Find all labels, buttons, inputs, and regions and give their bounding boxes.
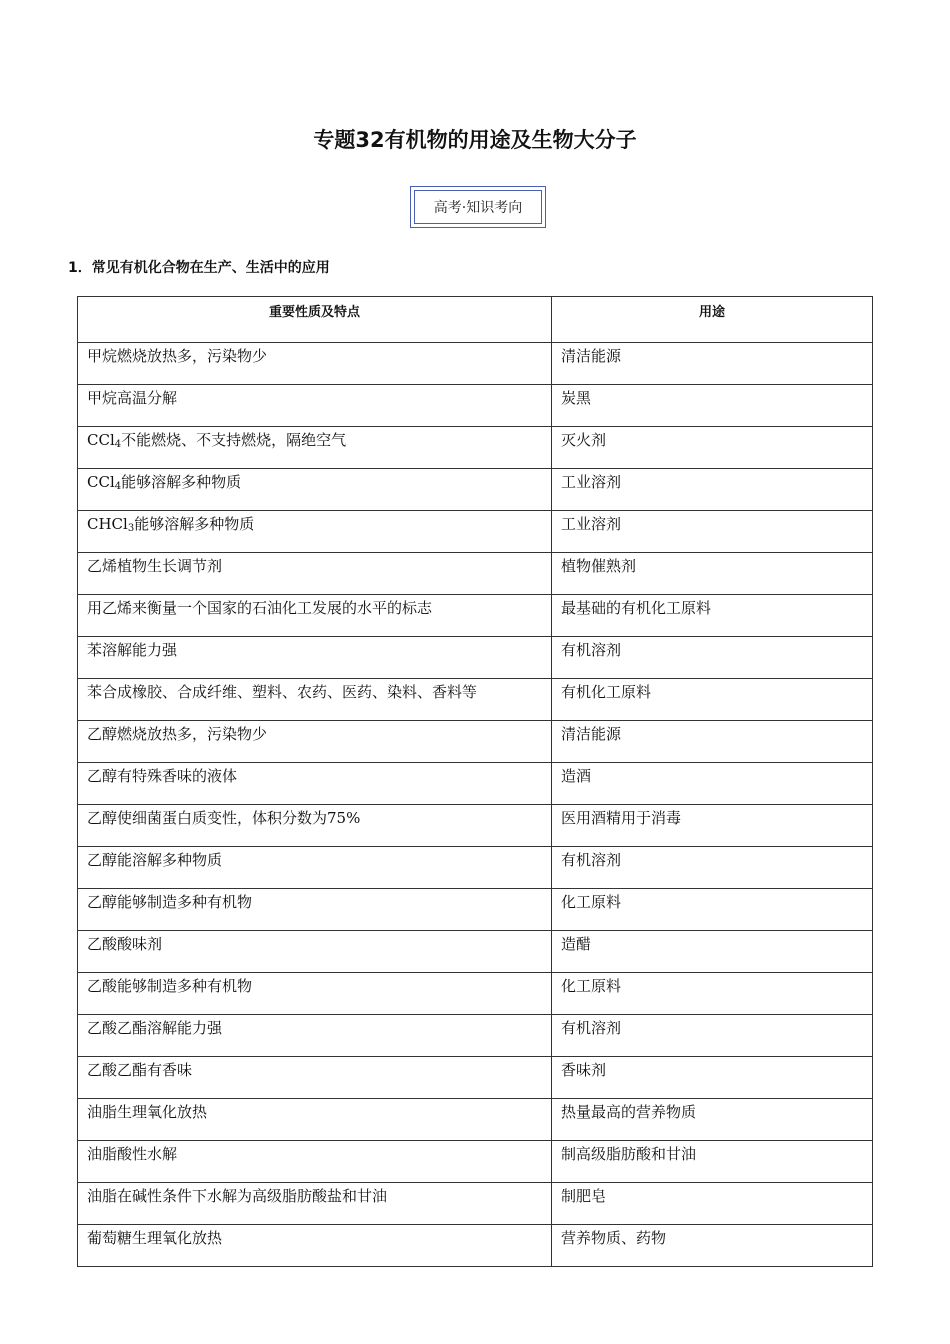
table-body [78, 343, 873, 1267]
table-row [78, 1183, 873, 1225]
table-row [78, 805, 873, 847]
use-cell: 造酒 [552, 763, 873, 805]
formula-text: CHCl [87, 515, 128, 533]
property-cell: 油脂生理氧化放热 [78, 1099, 552, 1141]
use-cell: 工业溶剂 [552, 511, 873, 553]
property-cell [78, 427, 552, 469]
table-row [78, 973, 873, 1015]
table-row [78, 763, 873, 805]
property-cell: 葡萄糖生理氧化放热 [78, 1225, 552, 1267]
property-cell: 甲烷高温分解 [78, 385, 552, 427]
page-title: 专题32有机物的用途及生物大分子 [313, 128, 637, 152]
property-cell: 油脂酸性水解 [78, 1141, 552, 1183]
badge-label: 高考·知识考向 [414, 190, 542, 224]
use-cell: 有机化工原料 [552, 679, 873, 721]
property-cell: 乙烯植物生长调节剂 [78, 553, 552, 595]
table-row [78, 889, 873, 931]
table-row [78, 637, 873, 679]
table-header-row [78, 297, 873, 343]
table-row [78, 847, 873, 889]
use-cell: 医用酒精用于消毒 [552, 805, 873, 847]
property-cell: 苯溶解能力强 [78, 637, 552, 679]
property-cell: 乙醇使细菌蛋白质变性，体积分数为75% [78, 805, 552, 847]
property-cell: 乙酸酸味剂 [78, 931, 552, 973]
property-cell [78, 511, 552, 553]
use-cell: 制高级脂肪酸和甘油 [552, 1141, 873, 1183]
use-cell: 有机溶剂 [552, 1015, 873, 1057]
formula-subscript: 3 [127, 523, 135, 534]
use-cell: 炭黑 [552, 385, 873, 427]
property-cell: 甲烷燃烧放热多，污染物少 [78, 343, 552, 385]
use-cell: 香味剂 [552, 1057, 873, 1099]
use-cell: 化工原料 [552, 889, 873, 931]
uses-table [77, 296, 873, 1267]
property-cell: 苯合成橡胶、合成纤维、塑料、农药、医药、染料、香料等 [78, 679, 552, 721]
property-cell: 乙酸乙酯溶解能力强 [78, 1015, 552, 1057]
use-cell: 清洁能源 [552, 343, 873, 385]
formula-subscript: 4 [114, 439, 122, 450]
property-cell: 用乙烯来衡量一个国家的石油化工发展的水平的标志 [78, 595, 552, 637]
table-row [78, 1015, 873, 1057]
header-use: 用途 [552, 297, 873, 343]
use-cell: 制肥皂 [552, 1183, 873, 1225]
table-row [78, 721, 873, 763]
property-cell: 乙酸乙酯有香味 [78, 1057, 552, 1099]
property-cell: 乙醇燃烧放热多，污染物少 [78, 721, 552, 763]
use-cell: 植物催熟剂 [552, 553, 873, 595]
table-row [78, 679, 873, 721]
table-row [78, 1141, 873, 1183]
table-row [78, 427, 873, 469]
formula-subscript: 4 [114, 481, 122, 492]
property-cell: 油脂在碱性条件下水解为高级脂肪酸盐和甘油 [78, 1183, 552, 1225]
property-text: 能够溶解多种物质 [134, 515, 255, 533]
table-row [78, 385, 873, 427]
section-heading: 1．常见有机化合物在生产、生活中的应用 [68, 260, 330, 276]
table-row [78, 595, 873, 637]
header-property: 重要性质及特点 [78, 297, 552, 343]
section-badge [410, 186, 546, 228]
formula-text: CCl [87, 473, 115, 491]
use-cell: 热量最高的营养物质 [552, 1099, 873, 1141]
property-text: 能够溶解多种物质 [121, 473, 242, 491]
use-cell: 营养物质、药物 [552, 1225, 873, 1267]
use-cell: 工业溶剂 [552, 469, 873, 511]
table-row [78, 931, 873, 973]
use-cell: 最基础的有机化工原料 [552, 595, 873, 637]
property-text: 不能燃烧、不支持燃烧，隔绝空气 [121, 431, 347, 449]
use-cell: 清洁能源 [552, 721, 873, 763]
use-cell: 化工原料 [552, 973, 873, 1015]
property-cell: 乙酸能够制造多种有机物 [78, 973, 552, 1015]
table-row [78, 1225, 873, 1267]
property-cell: 乙醇能溶解多种物质 [78, 847, 552, 889]
table-row [78, 1099, 873, 1141]
property-cell: 乙醇能够制造多种有机物 [78, 889, 552, 931]
table-row [78, 469, 873, 511]
formula-text: CCl [87, 431, 115, 449]
use-cell: 有机溶剂 [552, 847, 873, 889]
table-row [78, 511, 873, 553]
table-row [78, 1057, 873, 1099]
property-cell [78, 469, 552, 511]
use-cell: 有机溶剂 [552, 637, 873, 679]
table-row [78, 343, 873, 385]
table-row [78, 553, 873, 595]
use-cell: 灭火剂 [552, 427, 873, 469]
use-cell: 造醋 [552, 931, 873, 973]
property-cell: 乙醇有特殊香味的液体 [78, 763, 552, 805]
